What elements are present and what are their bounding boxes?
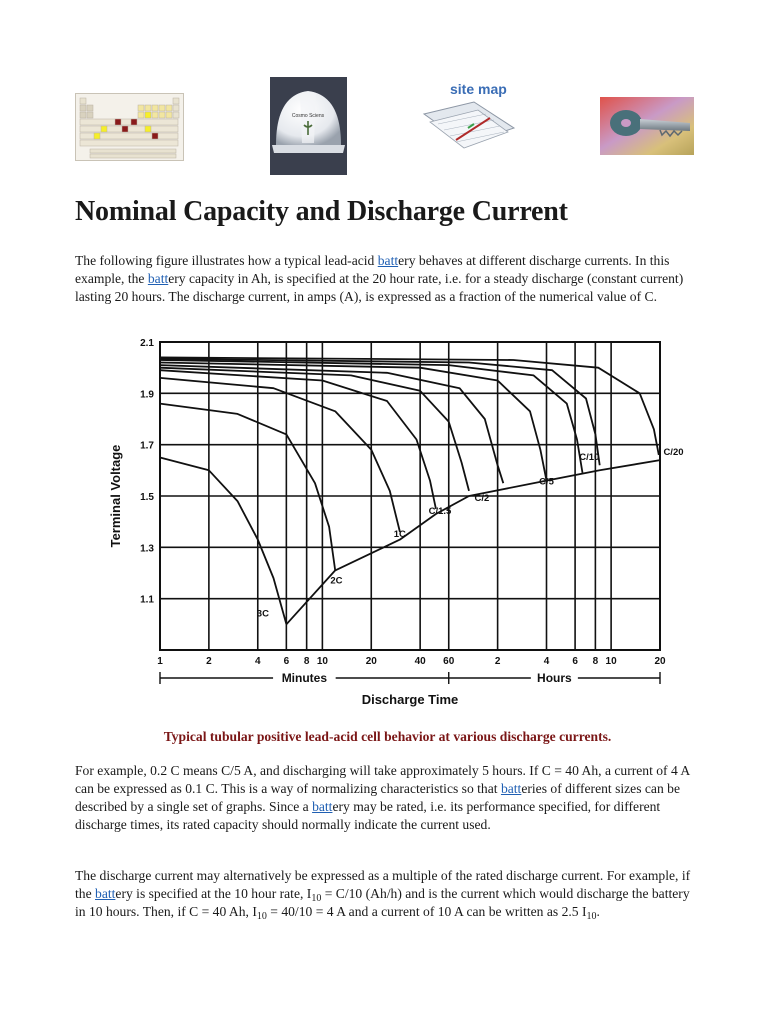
key-image[interactable] (600, 97, 694, 155)
key-icon (600, 97, 694, 155)
intro-paragraph (75, 252, 700, 306)
x-tick-label: 6 (283, 656, 290, 667)
svg-text:Cosmo Sciens: Cosmo Sciens (291, 113, 325, 119)
x-tick-label: 8 (592, 656, 599, 667)
x-tick-label: 60 (443, 656, 455, 667)
header-thumbnails (0, 0, 768, 180)
periodic-table-icon (76, 94, 183, 160)
x-tick-label: 4 (543, 656, 550, 667)
site-map-icon (416, 78, 516, 160)
battery-link[interactable]: batt (147, 271, 169, 286)
text-run: ery behaves at different discharge currents. In this example, the (75, 253, 670, 286)
x-tick-label: 6 (572, 656, 578, 667)
text-run: = C/10 (Ah/h) and is the current which would discharge the battery in 10 hours. Then, if C = 40 Ah, I (75, 886, 690, 919)
x-tick-label: 4 (254, 656, 261, 667)
curve-label: 1C (393, 529, 406, 541)
text-run: ery may be rated, i.e. its performance specified, for different discharge times, its rated capacity should normally indicate the current used. (75, 799, 661, 832)
y-tick-label: 1.3 (140, 543, 154, 555)
text-run: . (596, 904, 600, 919)
subscript: 10 (586, 911, 597, 922)
x-tick-label: 40 (414, 656, 426, 667)
y-tick-label: 1.9 (140, 389, 154, 401)
text-run: eries of different sizes can be described by a single set of graphs. Since a (75, 781, 680, 814)
text-run: The following figure illustrates how a typical lead-acid (75, 253, 378, 268)
hard-hat-image[interactable] (270, 77, 347, 175)
x-tick-label: 8 (303, 656, 310, 667)
y-axis-title: Terminal Voltage (108, 444, 123, 548)
curve-label: C/20 (663, 446, 684, 458)
rated-current-paragraph (75, 867, 700, 921)
battery-link[interactable]: batt (312, 799, 333, 814)
x-axis-title: Discharge Time (361, 692, 459, 707)
text-run: The discharge current may alternatively be expressed as a multiple of the rated discharge current. For example, if the (75, 868, 691, 901)
svg-text:site: site (450, 81, 475, 97)
y-tick-label: 1.5 (140, 492, 154, 503)
text-run: ery is specified at the 10 hour rate, I (115, 886, 312, 901)
x-tick-label: 10 (605, 656, 617, 667)
figure-caption: Typical tubular positive lead-acid cell behavior at various discharge currents. (163, 729, 612, 744)
battery-link[interactable]: batt (95, 886, 116, 901)
x-tick-label: 20 (365, 656, 377, 667)
discharge-chart-svg (100, 330, 684, 720)
example-paragraph (75, 762, 700, 834)
x-section-label: Minutes (281, 671, 328, 685)
text-run: For example, 0.2 C means C/5 A, and discharging will take approximately 5 hours. If C = 40 Ah, a current of 4 A can be expressed as 0.1 C. This is a way of normalizing characteristics so that (75, 763, 690, 796)
curve-label: C/1.5 (428, 505, 452, 517)
text-run: ery capacity in Ah, is specified at the 20 hour rate, i.e. for a steady discharge (constant current) lasting 20 hours. The discharge current, in amps (A), is expressed as a fraction of the numerical value of C. (75, 271, 684, 304)
x-tick-label: 2 (206, 656, 212, 667)
battery-link[interactable]: batt (500, 781, 522, 796)
curve-label: C/5 (539, 476, 554, 488)
battery-link[interactable]: batt (377, 253, 399, 268)
x-section-label: Hours (537, 671, 572, 685)
text-run: = 40/10 = 4 A and a current of 10 A can be written as 2.5 I (266, 904, 587, 919)
curve-label: 2C (330, 575, 343, 587)
periodic-table-image[interactable] (75, 93, 184, 161)
curve-label: C/2 (474, 493, 490, 505)
x-tick-label: 10 (316, 656, 328, 667)
curve-label: 3C (256, 608, 269, 620)
page-title: Nominal Capacity and Discharge Current (75, 196, 568, 227)
y-tick-label: 2.1 (140, 338, 154, 349)
x-tick-label: 1 (157, 656, 163, 667)
y-tick-label: 1.7 (140, 440, 154, 452)
site-map-image[interactable] (416, 78, 516, 160)
subscript: 10 (256, 911, 267, 922)
y-tick-label: 1.1 (140, 594, 154, 606)
discharge-chart (100, 330, 684, 720)
svg-text:map: map (478, 81, 507, 97)
hard-hat-icon (270, 77, 347, 175)
subscript: 10 (311, 893, 322, 904)
x-tick-label: 20 (654, 656, 666, 667)
x-tick-label: 2 (494, 656, 501, 667)
curve-label: C/10 (579, 452, 600, 464)
